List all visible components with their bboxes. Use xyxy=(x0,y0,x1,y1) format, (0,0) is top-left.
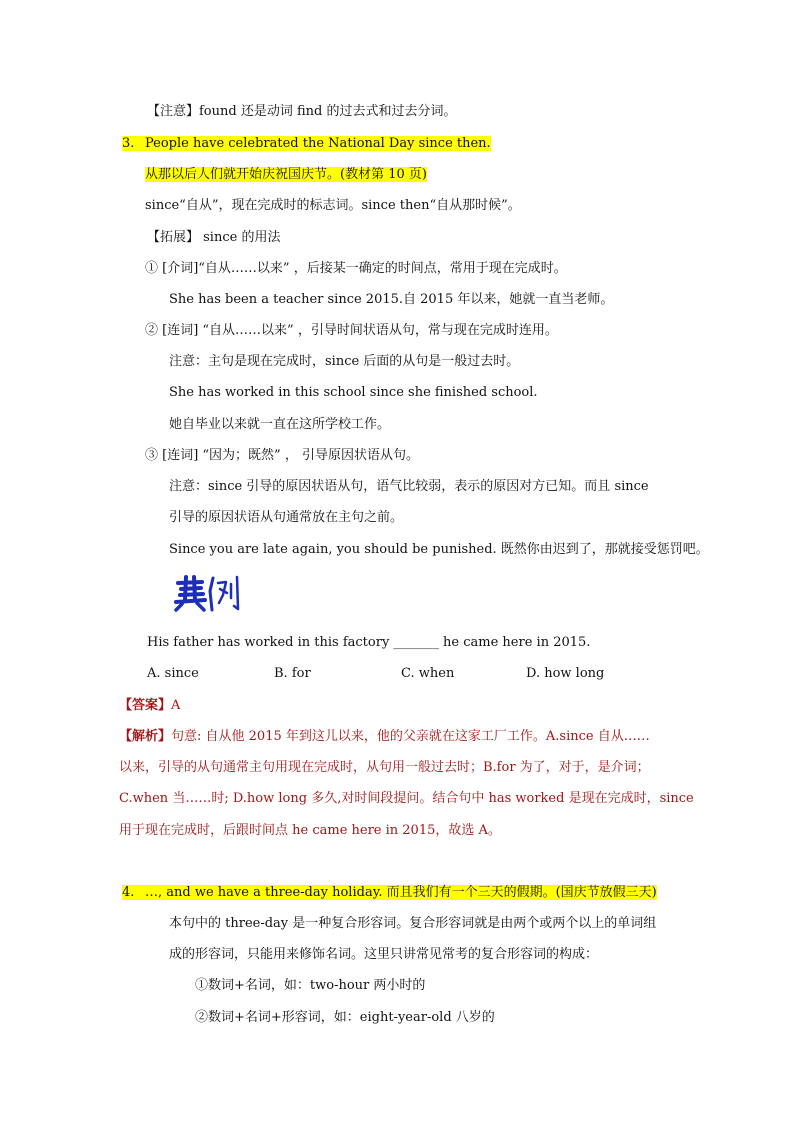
item-3-sentence-en xyxy=(122,135,491,153)
option-b: B. for xyxy=(274,666,311,681)
item-4-explain-line-1: 本句中的 three-day 是一种复合形容词。复合形容词就是由两个或两个以上的单词组 xyxy=(169,916,657,931)
example-seal-icon xyxy=(172,573,244,613)
extend-title: 【拓展】 since 的用法 xyxy=(147,230,281,245)
analysis-line-1-text: 句意: 自从他 2015 年到这儿以来，他的父亲就在这家工厂工作。A.since 自从…… xyxy=(171,729,650,744)
usage-3-note-line-1: 注意：since 引导的原因状语从句，语气比较弱，表示的原因对方已知。而且 since xyxy=(169,479,649,494)
analysis-label: 【解析】 xyxy=(119,729,172,744)
example-question: His father has worked in this factory _______ he came here in 2015. xyxy=(147,635,591,650)
answer-label: 【答案】 xyxy=(119,698,172,713)
note-found: 【注意】found 还是动词 find 的过去式和过去分词。 xyxy=(147,104,457,119)
item-4-sentence xyxy=(122,884,657,902)
usage-2-note: 注意：主句是现在完成时，since 后面的从句是一般过去时。 xyxy=(169,354,520,369)
option-c: C. when xyxy=(401,666,455,681)
item-4-explain-line-2: 成的形容词，只能用来修饰名词。这里只讲常见常考的复合形容词的构成： xyxy=(169,947,599,962)
answer-value: A xyxy=(171,698,181,713)
usage-2-example-cn: 她自毕业以来就一直在这所学校工作。 xyxy=(169,417,391,432)
item-3-sentence-cn-text: 从那以后人们就开始庆祝国庆节。(教材第 10 页) xyxy=(145,167,427,182)
item-3-sentence-cn xyxy=(145,166,427,184)
usage-1-head: ① [介词]“自从……以来” ，后接某一确定的时间点，常用于现在完成时。 xyxy=(145,261,567,276)
answer xyxy=(119,697,180,715)
item-3-explain: since“自从”，现在完成时的标志词。since then“自从那时候”。 xyxy=(145,198,521,213)
analysis-line-2: 以来，引导的从句通常主句用现在完成时，从句用一般过去时；B.for 为了，对于，是介词； xyxy=(119,760,650,775)
rule-2: ②数词+名词+形容词，如：eight-year-old 八岁的 xyxy=(195,1010,495,1025)
analysis-line-4: 用于现在完成时，后跟时间点 he came here in 2015，故选 A。 xyxy=(119,823,501,838)
item-4-number: 4. xyxy=(122,885,135,900)
usage-3-note-line-2: 引导的原因状语从句通常放在主句之前。 xyxy=(169,510,404,525)
usage-2-head: ② [连词] “自从……以来” ，引导时间状语从句，常与现在完成时连用。 xyxy=(145,323,558,338)
usage-1-example: She has been a teacher since 2015.自 2015 年以来，她就一直当老师。 xyxy=(169,292,614,307)
rule-1: ①数词+名词，如：two-hour 两小时的 xyxy=(195,978,426,993)
usage-3-head: ③ [连词] “因为；既然” ， 引导原因状语从句。 xyxy=(145,448,419,463)
option-a: A. since xyxy=(147,666,199,681)
option-d: D. how long xyxy=(526,666,605,681)
item-3-number: 3. xyxy=(122,136,135,151)
analysis-line-3: C.when 当……时; D.how long 多久,对时间段提问。结合句中 has worked 是现在完成时，since xyxy=(119,791,694,806)
usage-2-example-en: She has worked in this school since she finished school. xyxy=(169,385,538,400)
example-options xyxy=(147,665,667,683)
item-4-sentence-text: …, and we have a three-day holiday. 而且我们有一个三天的假期。(国庆节放假三天) xyxy=(145,885,657,900)
item-3-sentence-en-text: People have celebrated the National Day since then. xyxy=(145,136,491,151)
analysis-line-1 xyxy=(119,728,650,746)
usage-3-example: Since you are late again, you should be punished. 既然你由迟到了，那就接受惩罚吧。 xyxy=(169,542,709,557)
